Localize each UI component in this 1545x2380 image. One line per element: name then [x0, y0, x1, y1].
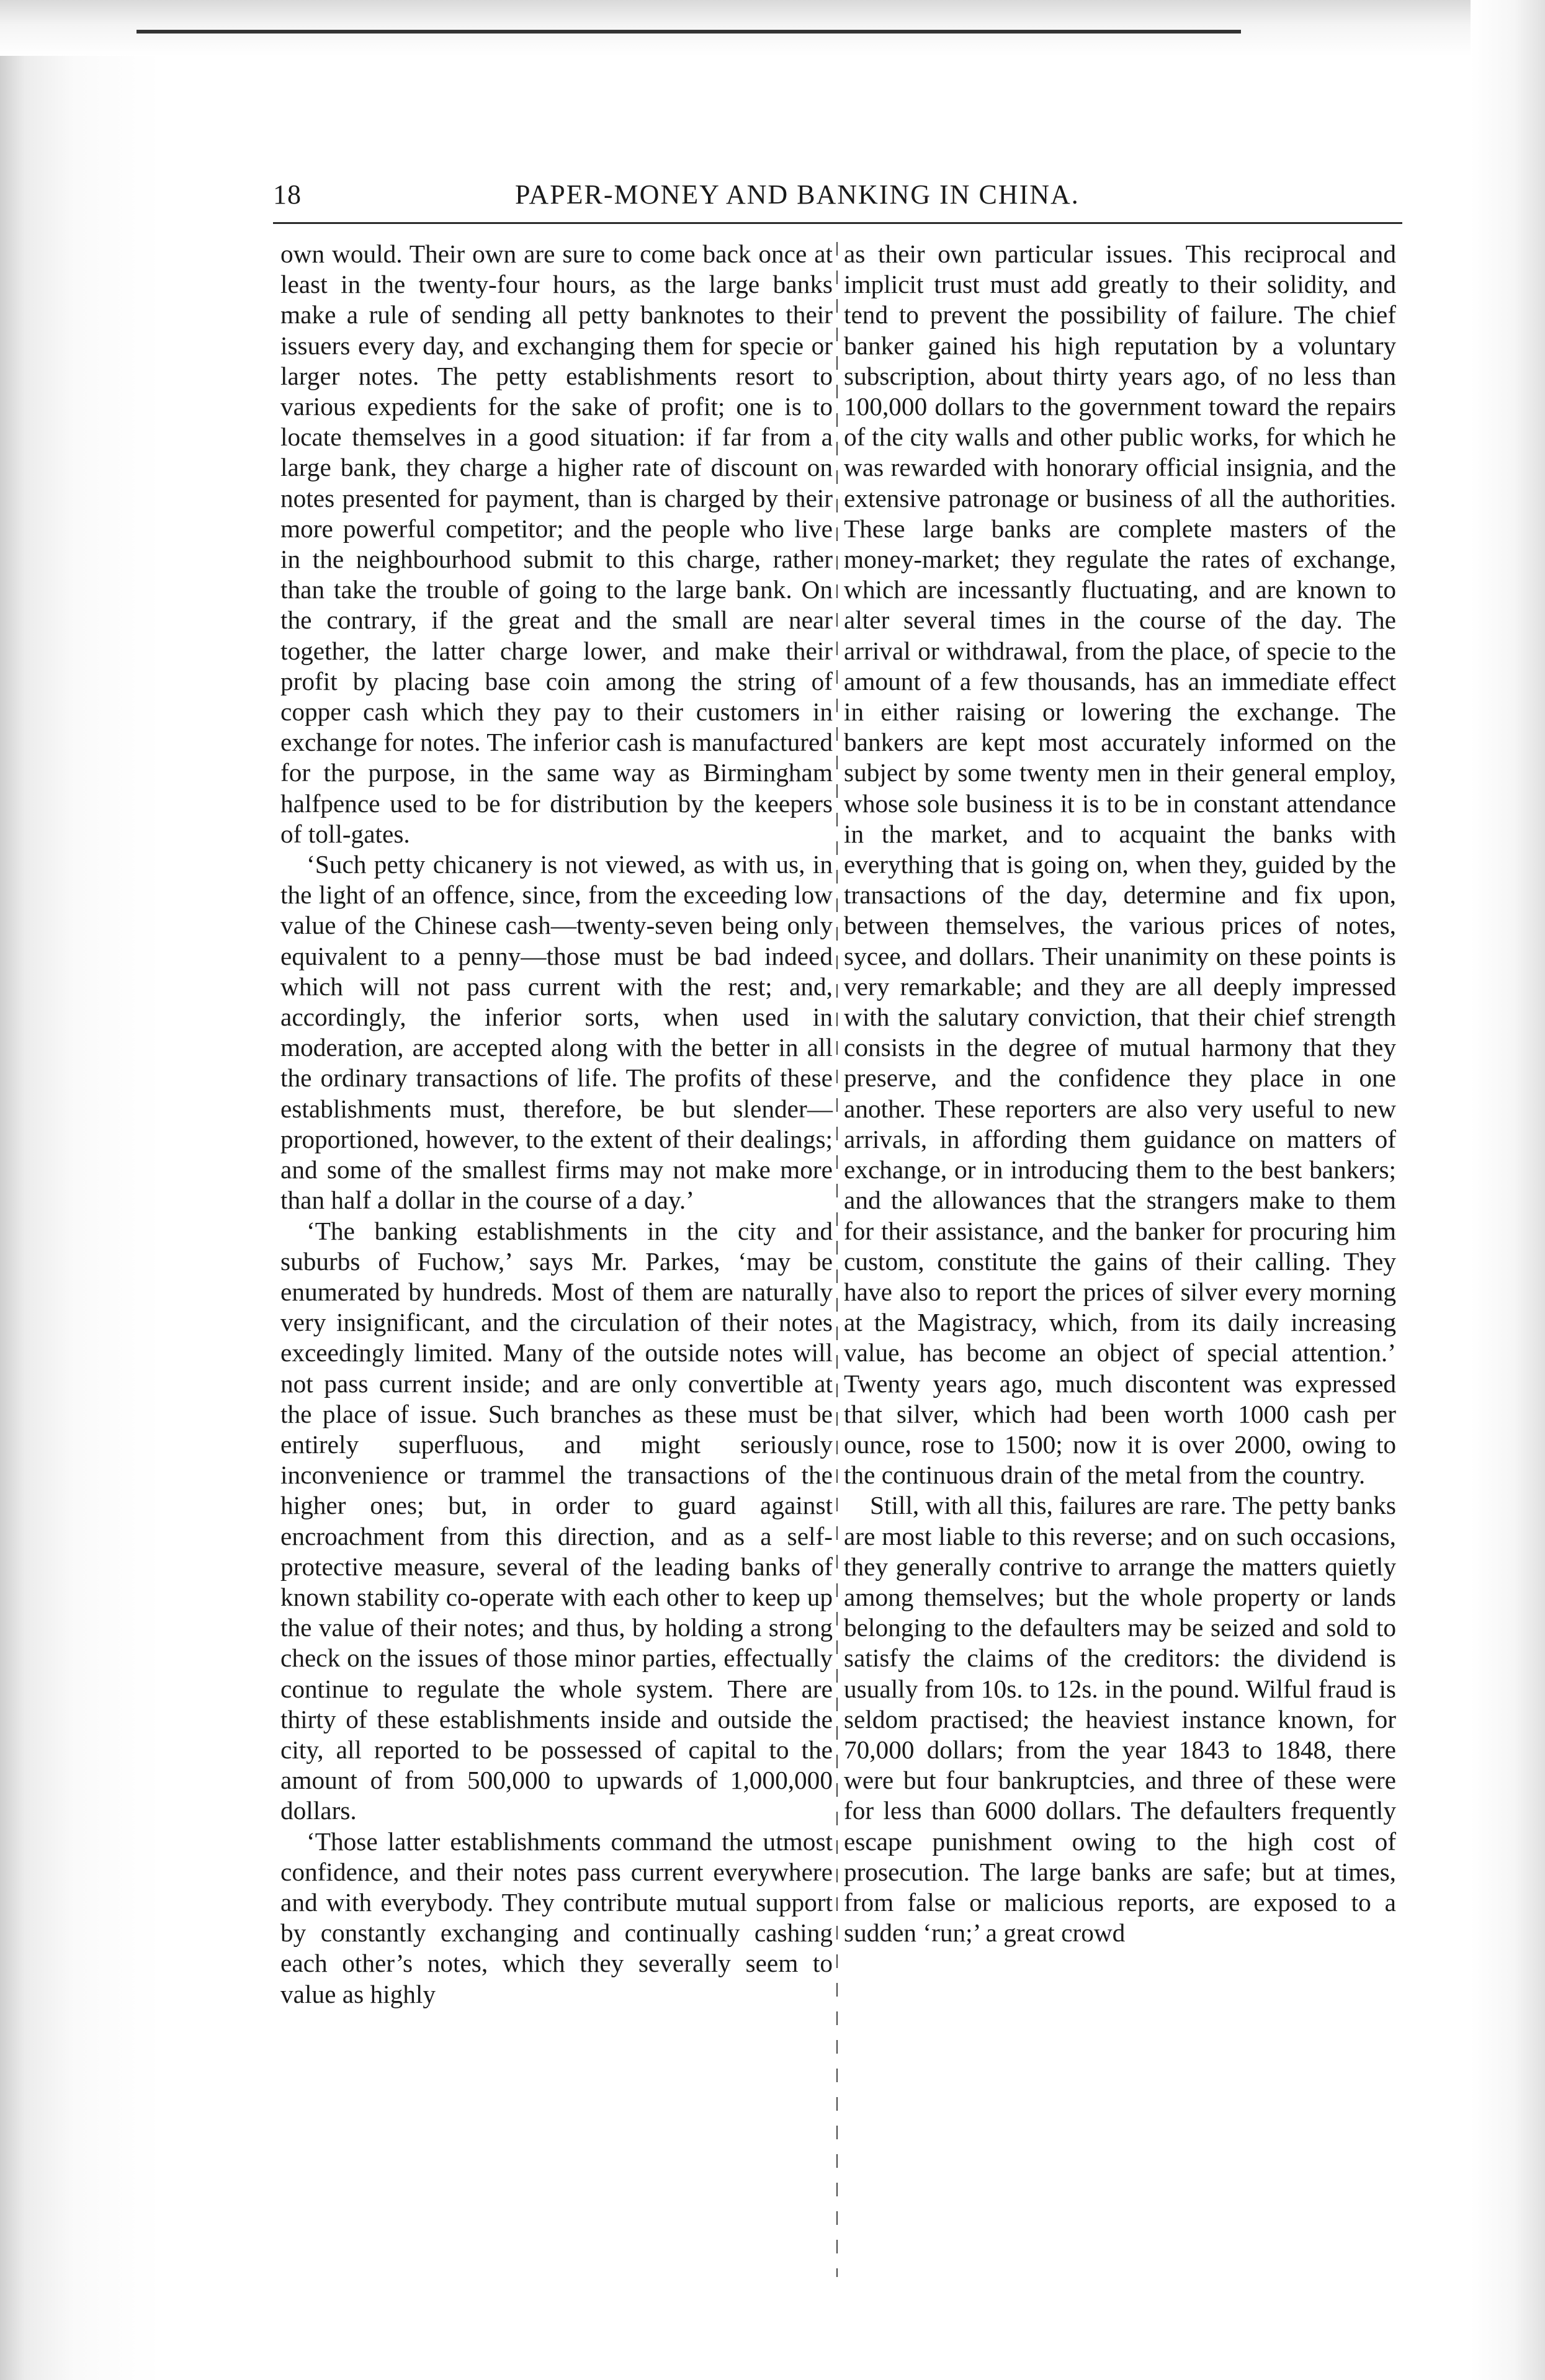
column-divider [836, 242, 838, 2277]
paragraph: as their own particular issues. This reciprocal and implicit trust must add greatly to their solidity, and tend to prevent the possibility of failure. The chief banker gained his high reputation by a voluntary subscription, about thirty years ago, of no less than 100,000 dollars to the government toward the repairs of the city walls and other public works, for which he was rewarded with honorary official insignia, and the extensive patronage or business of all the authorities. These large banks are complete masters of the money-market; they regulate the rates of exchange, which are incessantly fluctuating, and are known to alter several times in the course of the day. The arrival or withdrawal, from the place, of specie to the amount of a few thousands, has an immediate effect in either raising or lowering the exchange. The bankers are kept most accurately informed on the subject by some twenty men in their general employ, whose sole business it is to be in constant attendance in the market, and to acquaint the banks with everything that is going on, when they, guided by the transactions of the day, determine and fix upon, between themselves, the various prices of notes, sycee, and dollars. Their unanimity on these points is very remarkable; and they are all deeply impressed with the salutary conviction, that their chief strength consists in the degree of mutual harmony that they preserve, and the confidence they place in one another. These reporters are also very useful to new arrivals, in affording them guidance on matters of exchange, or in introducing them to the best bankers; and the allowances that the strangers make to them for their assistance, and the banker for procuring him custom, constitute the gains of their calling. They have also to report the prices of silver every morning at the Magistracy, which, from its daily increasing value, has become an object of special attention.’ Twenty years ago, much discontent was expressed that silver, which had been worth 1000 cash per ounce, rose to 1500; now it is over 2000, owing to the continuous drain of the metal from the country. [844, 239, 1396, 1490]
scan-edge-shadow-right [1471, 0, 1545, 2380]
paragraph: ‘Those latter establishments command the utmost confidence, and their notes pass current everywhere and with everybody. They contribute mutual support by constantly exchanging and continually cashing each other’s notes, which they severally seem to value as highly [280, 1827, 833, 2008]
text-column-left [280, 239, 833, 2010]
text-column-right [844, 239, 1396, 1948]
paragraph: ‘Such petty chicanery is not viewed, as with us, in the light of an offence, since, from the exceeding low value of the Chinese cash—twenty-seven being only equivalent to a penny—those must be bad indeed which will not pass current with the rest; and, accordingly, the inferior sorts, when used in moderation, are accepted along with the better in all the ordinary transactions of life. The profits of these establishments must, therefore, be but slender—proportioned, however, to the extent of their dealings; and some of the smallest firms may not make more than half a dollar in the course of a day.’ [280, 850, 833, 1215]
paragraph: Still, with all this, failures are rare. The petty banks are most liable to this reverse; and on such occasions, they generally contrive to arrange the matters quietly among themselves; but the whole property or lands belonging to the defaulters may be seized and sold to satisfy the claims of the creditors: the dividend is usually from 10s. to 12s. in the pound. Wilful fraud is seldom practised; the heaviest instance known, for 70,000 dollars; from the year 1843 to 1848, there were but four bankruptcies, and three of these were for less than 6000 dollars. The defaulters frequently escape punishment owing to the high cost of prosecution. The large banks are safe; but at times, from false or malicious reports, are exposed to a sudden ‘run;’ a great crowd [844, 1491, 1396, 1948]
header-rule [273, 222, 1402, 224]
page-number: 18 [273, 179, 302, 210]
paragraph: own would. Their own are sure to come back once at least in the twenty-four hours, as the large banks make a rule of sending all petty banknotes to their issuers every day, and exchanging them for specie or larger notes. The petty establishments resort to various expedients for the sake of profit; one is to locate themselves in a good situation: if far from a large bank, they charge a higher rate of discount on notes presented for payment, than is charged by their more powerful competitor; and the people who live in the neighbourhood submit to this charge, rather than take the trouble of going to the large bank. On the contrary, if the great and the small are near together, the latter charge lower, and make their profit by placing base coin among the string of copper cash which they pay to their customers in exchange for notes. The inferior cash is manufactured for the purpose, in the same way as Birmingham halfpence used to be for distribution by the keepers of toll-gates. [280, 239, 833, 848]
running-title: PAPER-MONEY AND BANKING IN CHINA. [515, 179, 1080, 210]
scan-edge-shadow-left [0, 0, 161, 2380]
paragraph: ‘The banking establishments in the city and suburbs of Fuchow,’ says Mr. Parkes, ‘may be enumerated by hundreds. Most of them are naturally very insignificant, and the circulation of their notes exceedingly limited. Many of the outside notes will not pass current inside; and are only convertible at the place of issue. Such branches as these must be entirely superfluous, and might seriously inconvenience or trammel the transactions of the higher ones; but, in order to guard against encroachment from this direction, and as a self-protective measure, several of the leading banks of known stability co-operate with each other to keep up the value of their notes; and thus, by holding a strong check on the issues of those minor parties, effectually continue to regulate the whole system. There are thirty of these establishments inside and outside the city, all reported to be possessed of capital to the amount of from 500,000 to upwards of 1,000,000 dollars. [280, 1216, 833, 1825]
page-header [273, 179, 1402, 216]
scan-edge-shadow-top [0, 0, 1545, 56]
scan-top-border [137, 30, 1241, 34]
